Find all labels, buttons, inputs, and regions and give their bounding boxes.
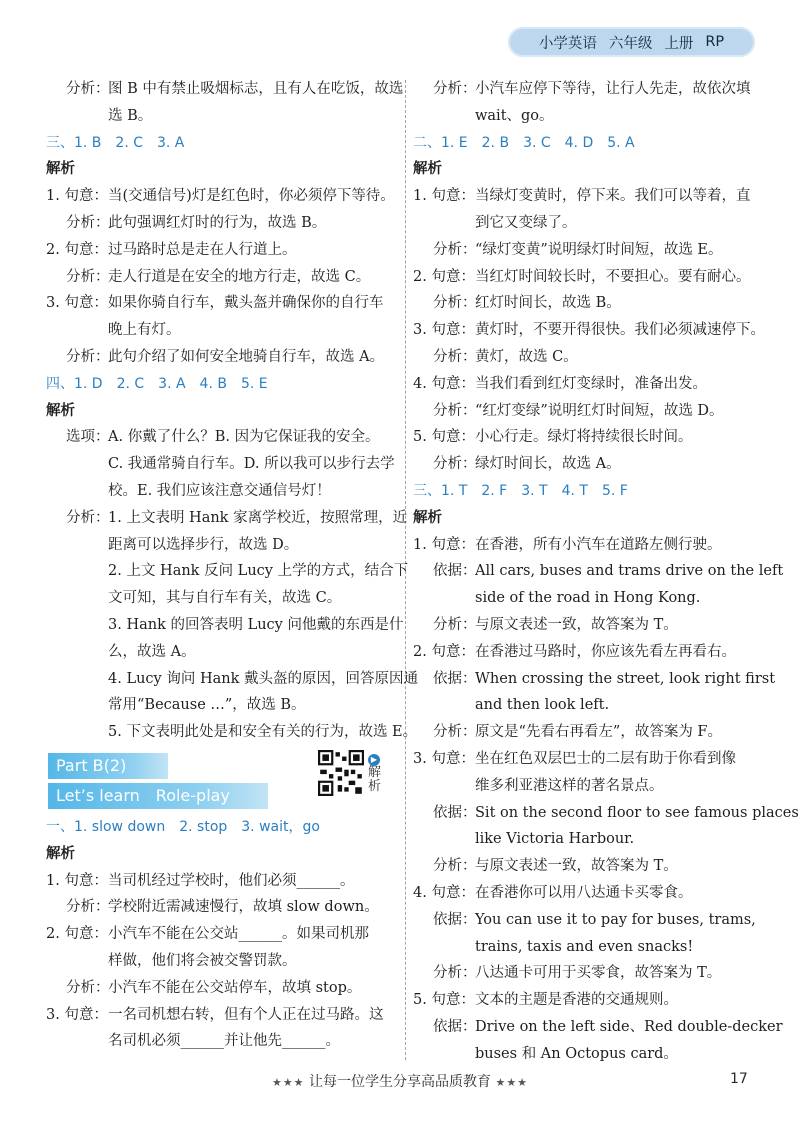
footer-center (260, 1071, 540, 1091)
line-label: 2. 句意： (46, 926, 108, 943)
text-line (46, 666, 418, 693)
right-lines (413, 76, 799, 1067)
explanation-heading (413, 505, 758, 532)
text-line (413, 773, 758, 800)
text-line (46, 183, 396, 210)
line-label: 分析： (433, 348, 477, 365)
text-line (413, 907, 758, 934)
text-line (46, 237, 396, 264)
line-label: 3. 句意： (413, 322, 475, 339)
explanation-heading (413, 156, 758, 183)
text-line (413, 398, 758, 425)
text-line (413, 76, 758, 103)
line-label: 分析： (433, 295, 477, 312)
line-label: 3. 句意： (46, 295, 108, 312)
text-line (46, 317, 396, 344)
volume-label: 上册 (664, 35, 694, 52)
text-line (46, 585, 396, 612)
line-text: 小心行走。绿灯将持续很长时间。 (475, 429, 693, 446)
stars-right: ★★★ (495, 1076, 529, 1089)
text-line (46, 921, 396, 948)
line-text: 走人行道是在安全的地方行走，故选 C。 (108, 268, 371, 285)
line-text: 样做，他们将会被交警罚款。 (108, 952, 297, 969)
right-column (413, 76, 799, 1067)
line-text: 当司机经过学校时，他们必须______。 (108, 872, 355, 889)
edition-label: RP (705, 34, 725, 50)
heading-text: 解析 (413, 509, 442, 526)
line-label: 5. 句意： (413, 429, 475, 446)
text-line (46, 290, 396, 317)
subject-label: 小学英语 (538, 35, 597, 52)
heading-text: 解析 (46, 161, 75, 178)
qr-label-text: 解析 (368, 764, 382, 794)
text-line (46, 1002, 396, 1029)
text-line (413, 103, 758, 130)
line-text: 文可知，其与自行车有关，故选 C。 (108, 590, 342, 607)
line-label: 依据： (433, 911, 477, 928)
line-label: 4. 句意： (413, 375, 475, 392)
text-line (413, 746, 758, 773)
line-text: 么，故选 A。 (108, 643, 196, 660)
line-text: 3. Hank 的回答表明 Lucy 问他戴的东西是什 (108, 616, 404, 633)
line-label: 选项： (66, 429, 110, 446)
text-line (413, 853, 758, 880)
heading-text: 解析 (413, 161, 442, 178)
line-text: 黄灯时，不要开得很快。我们必须减速停下。 (475, 322, 765, 339)
line-text: All cars, buses and trams drive on the left (475, 563, 784, 580)
answer-key-line (46, 371, 396, 398)
text-line (46, 478, 396, 505)
answer-key-line (413, 130, 758, 157)
line-text: 晚上有灯。 (108, 322, 181, 339)
answer-key-line (413, 478, 758, 505)
text-line (46, 692, 396, 719)
line-text: 5. 下文表明此处是和安全有关的行为，故选 E。 (108, 724, 418, 741)
line-label: 分析： (66, 81, 110, 97)
text-line (46, 103, 396, 130)
line-text: Sit on the second floor to see famous places (475, 804, 799, 821)
line-text: 原文是“先看右再看左”，故答案为 F。 (475, 724, 722, 741)
line-text: “绿灯变黄”说明绿灯时间短，故选 E。 (475, 241, 723, 258)
footer-slogan: 让每一位学生分享高品质教育 (309, 1074, 491, 1090)
line-text: 小汽车不能在公交站______。如果司机那 (108, 926, 369, 943)
line-text: trains, taxis and even snacks! (475, 938, 694, 955)
line-label: 分析： (66, 348, 110, 365)
text-line (46, 948, 396, 975)
line-text: and then look left. (475, 697, 610, 714)
line-text: wait、go。 (475, 107, 554, 124)
line-text: C. 我通常骑自行车。D. 所以我可以步行去学 (108, 456, 395, 473)
text-line (46, 1028, 396, 1055)
line-text: “红灯变绿”说明红灯时间短，故选 D。 (475, 402, 724, 419)
text-line (413, 344, 758, 371)
line-text: 在香港过马路时，你应该先看左再看右。 (475, 643, 736, 660)
text-line (413, 639, 758, 666)
part-b-title: Part B(2) (48, 753, 168, 779)
answer-key: 三、1. B 2. C 3. A (46, 134, 185, 151)
line-text: 维多利亚港这样的著名景点。 (475, 777, 664, 794)
line-label: 2. 句意： (46, 241, 108, 258)
part-b-block (46, 750, 396, 812)
line-text: 在香港你可以用八达通卡买零食。 (475, 884, 693, 901)
line-label: 依据： (433, 563, 477, 580)
line-text: like Victoria Harbour. (475, 831, 635, 848)
answer-key-line (46, 130, 396, 157)
line-label: 1. 句意： (46, 872, 108, 889)
line-text: 选 B。 (108, 107, 153, 124)
text-line (413, 880, 758, 907)
text-line (413, 264, 758, 291)
line-label: 1. 句意： (413, 536, 475, 553)
line-text: 校。E. 我们应该注意交通信号灯！ (108, 482, 331, 499)
line-text: 红灯时间长，故选 B。 (475, 295, 621, 312)
line-label: 分析： (433, 81, 477, 97)
line-label: 依据： (433, 804, 477, 821)
line-text: 一名司机想右转，但有个人正在过马路。这 (108, 1006, 384, 1023)
line-text: side of the road in Hong Kong. (475, 590, 701, 607)
left-lines-b (46, 814, 396, 1055)
line-text: When crossing the street, look right first (475, 670, 776, 687)
text-line (46, 210, 396, 237)
text-line (46, 76, 404, 103)
answer-key: 三、1. T 2. F 3. T 4. T 5. F (413, 482, 628, 499)
line-label: 分析： (433, 965, 477, 982)
text-line (413, 934, 758, 961)
line-text: 到它又变绿了。 (475, 214, 577, 231)
text-line (413, 960, 758, 987)
line-text: 1. 上文表明 Hank 家离学校近，按照常理，近 (108, 509, 408, 526)
answer-key: 二、1. E 2. B 3. C 4. D 5. A (413, 134, 635, 151)
answer-key-line (46, 814, 396, 841)
line-text: 黄灯，故选 C。 (475, 348, 578, 365)
explanation-heading (46, 841, 396, 868)
line-label: 分析： (433, 456, 477, 473)
heading-text: 解析 (46, 845, 75, 862)
heading-text: 解析 (46, 402, 75, 419)
line-label: 分析： (66, 214, 110, 231)
text-line (413, 1041, 758, 1068)
line-text: Drive on the left side、Red double-decker (475, 1018, 783, 1035)
line-text: buses 和 An Octopus card。 (475, 1045, 678, 1062)
text-line (413, 317, 765, 344)
line-text: 此句强调红灯时的行为，故选 B。 (108, 214, 327, 231)
text-line (413, 612, 758, 639)
text-line (413, 1014, 783, 1041)
grade-label: 六年级 (608, 35, 653, 52)
text-line (413, 987, 758, 1014)
line-label: 4. 句意： (413, 884, 475, 901)
text-line (46, 264, 396, 291)
line-text: A. 你戴了什么？B. 因为它保证我的安全。 (108, 429, 380, 446)
line-label: 分析： (66, 268, 110, 285)
line-label: 依据： (433, 1018, 477, 1035)
page-footer (0, 1071, 800, 1095)
line-label: 1. 句意： (413, 188, 475, 205)
line-text: 小汽车不能在公交站停车，故填 stop。 (108, 979, 362, 996)
line-text: 名司机必须______并让他先______。 (108, 1033, 340, 1050)
explanation-heading (46, 156, 396, 183)
line-text: 当(交通信号)灯是红色时，你必须停下等待。 (108, 188, 395, 205)
text-line (46, 719, 418, 746)
text-line (413, 585, 758, 612)
left-column (46, 76, 418, 1055)
text-line (46, 894, 396, 921)
line-label: 2. 句意： (413, 643, 475, 660)
text-line (46, 532, 396, 559)
line-label: 分析： (433, 402, 477, 419)
line-text: 2. 上文 Hank 反问 Lucy 上学的方式，结合下 (108, 563, 409, 580)
text-line (46, 868, 396, 895)
page-number: 17 (730, 1071, 748, 1087)
line-text: 4. Lucy 询问 Hank 戴头盔的原因，回答原因通 (108, 670, 418, 687)
line-label: 分析： (433, 241, 477, 258)
line-text: 当绿灯变黄时，停下来。我们可以等着，直 (475, 188, 751, 205)
line-text: 当红灯时间较长时，不要担心。要有耐心。 (475, 268, 751, 285)
line-text: 与原文表述一致，故答案为 T。 (475, 616, 678, 633)
line-text: 常用“Because …”，故选 B。 (108, 697, 306, 714)
text-line (46, 558, 409, 585)
line-text: 绿灯时间长，故选 A。 (475, 456, 621, 473)
text-line (46, 639, 396, 666)
line-text: 学校附近需减速慢行，故填 slow down。 (108, 899, 379, 916)
line-label: 分析： (433, 858, 477, 875)
qr-code-icon[interactable] (318, 750, 364, 796)
line-label: 2. 句意： (413, 268, 475, 285)
text-line (413, 532, 758, 559)
line-text: 图 B 中有禁止吸烟标志，且有人在吃饭，故选 (108, 81, 404, 97)
text-line (413, 290, 758, 317)
text-line (413, 210, 758, 237)
line-label: 分析： (433, 616, 477, 633)
line-label: 分析： (66, 509, 110, 526)
answer-key: 一、1. slow down 2. stop 3. wait，go (46, 818, 320, 835)
text-line (413, 719, 758, 746)
answer-key: 四、1. D 2. C 3. A 4. B 5. E (46, 375, 268, 392)
line-text: 八达通卡可用于买零食，故答案为 T。 (475, 965, 722, 982)
book-header-badge (508, 27, 755, 57)
line-text: 距离可以选择步行，故选 D。 (108, 536, 299, 553)
text-line (46, 344, 396, 371)
text-line (413, 558, 784, 585)
line-label: 1. 句意： (46, 188, 108, 205)
text-line (413, 237, 758, 264)
text-line (413, 424, 758, 451)
line-text: You can use it to pay for buses, trams, (475, 911, 756, 928)
line-label: 分析： (66, 979, 110, 996)
line-label: 依据： (433, 670, 477, 687)
explanation-heading (46, 398, 396, 425)
text-line (46, 975, 396, 1002)
line-label: 3. 句意： (413, 750, 475, 767)
line-text: 文本的主题是香港的交通规则。 (475, 992, 678, 1009)
text-line (413, 800, 799, 827)
line-label: 分析： (66, 899, 110, 916)
line-label: 5. 句意： (413, 992, 475, 1009)
qr-label (368, 752, 384, 794)
text-line (46, 424, 396, 451)
line-text: 坐在红色双层巴士的二层有助于你看到像 (475, 750, 736, 767)
line-text: 此句介绍了如何安全地骑自行车，故选 A。 (108, 348, 385, 365)
text-line (413, 183, 758, 210)
text-line (413, 692, 758, 719)
text-line (413, 371, 758, 398)
line-text: 当我们看到红灯变绿时，准备出发。 (475, 375, 707, 392)
line-text: 在香港，所有小汽车在道路左侧行驶。 (475, 536, 722, 553)
line-text: 过马路时总是走在人行道上。 (108, 241, 297, 258)
line-label: 3. 句意： (46, 1006, 108, 1023)
left-lines-a (46, 76, 418, 746)
text-line (46, 612, 404, 639)
line-text: 小汽车应停下等待，让行人先走，故依次填 (475, 81, 751, 97)
text-line (46, 451, 396, 478)
line-label: 分析： (433, 724, 477, 741)
text-line (413, 666, 776, 693)
stars-left: ★★★ (271, 1076, 305, 1089)
line-text: 如果你骑自行车，戴头盔并确保你的自行车 (108, 295, 384, 312)
text-line (413, 451, 758, 478)
play-icon: ▶ (368, 754, 380, 766)
text-line (46, 505, 408, 532)
line-text: 与原文表述一致，故答案为 T。 (475, 858, 678, 875)
text-line (413, 826, 758, 853)
part-b-subtitle: Let’s learn Role-play (48, 783, 268, 809)
